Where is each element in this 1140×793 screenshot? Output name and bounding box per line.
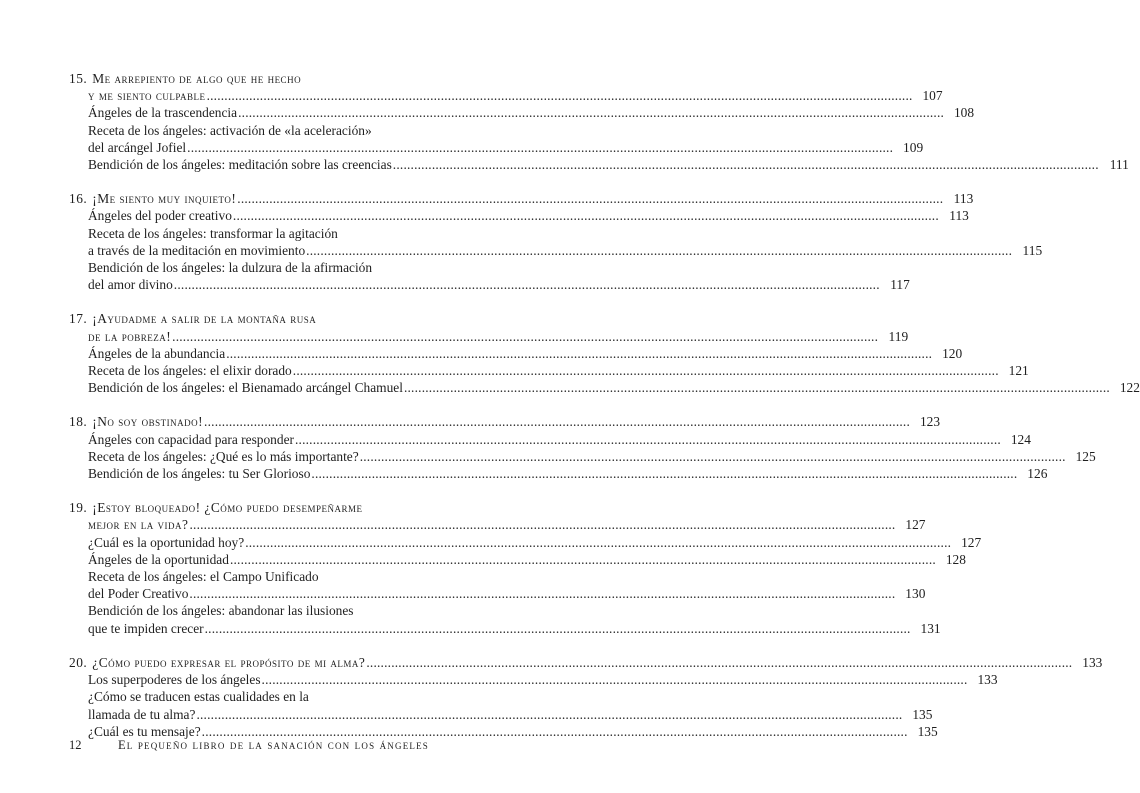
entry-text (69, 310, 316, 327)
entry-label: Receta de los ángeles: transformar la agitación (88, 225, 338, 241)
page-ref: 127 (961, 534, 982, 550)
toc-entry (69, 362, 1029, 379)
entry-label: de la pobreza! (88, 328, 172, 344)
entry-label: del arcángel Jofiel (88, 139, 187, 155)
entry-label: ¿Cuál es la oportunidad hoy? (88, 534, 245, 550)
dot-leader (233, 207, 939, 224)
chapter-number: 15. (69, 71, 88, 86)
dot-leader (262, 671, 968, 688)
page-ref: 133 (1082, 654, 1103, 670)
entry-text (88, 448, 359, 465)
page-ref: 124 (1010, 431, 1031, 447)
page-ref: 127 (905, 517, 926, 533)
dot-leader (238, 104, 944, 121)
entry-text (88, 276, 173, 293)
entry-label: ¡Ayudadme a salir de la montaña rusa (92, 311, 317, 327)
toc-entry (69, 568, 429, 585)
entry-text (88, 104, 237, 121)
entry-text (69, 654, 365, 671)
entry-label: ¿Cuál es tu mensaje? (88, 723, 201, 739)
dot-leader (311, 465, 1017, 482)
chapter-number: 16. (69, 191, 88, 207)
page-ref: 119 (888, 328, 909, 344)
chapter-number: 18. (69, 414, 88, 430)
entry-text (88, 551, 229, 568)
running-title: El pequeño libro de la sanación con los ángeles (117, 738, 429, 752)
dot-leader (196, 706, 902, 723)
entry-label: Ángeles del poder creativo (88, 208, 232, 224)
chapter-block (69, 413, 1096, 482)
entry-label: mejor en la vida? (88, 517, 189, 533)
page-ref: 107 (922, 88, 943, 104)
entry-label: Ángeles de la abundancia (88, 345, 226, 361)
entry-text (69, 70, 301, 87)
entry-text (69, 413, 203, 430)
toc-entry (69, 620, 941, 637)
toc-entry (69, 465, 1048, 482)
chapter-block (69, 499, 982, 637)
entry-label: Receta de los ángeles: activación de «la aceleración» (88, 122, 372, 138)
page-ref: 126 (1027, 466, 1048, 482)
page-ref: 120 (942, 345, 963, 361)
toc-entry (69, 534, 982, 551)
entry-text (88, 568, 319, 585)
entry-text (88, 379, 403, 396)
page-ref: 131 (920, 620, 941, 636)
entry-text (88, 207, 232, 224)
dot-leader (207, 87, 913, 104)
dot-leader (205, 620, 911, 637)
dot-leader (226, 345, 932, 362)
toc-entry (69, 585, 926, 602)
entry-text (88, 225, 338, 242)
page-ref: 135 (912, 706, 933, 722)
entry-label: ¡Estoy bloqueado! ¿Cómo puedo desempeñarme (92, 500, 363, 516)
toc-entry (69, 602, 429, 619)
entry-text (69, 499, 362, 516)
page-ref: 130 (905, 586, 926, 602)
entry-label: Bendición de los ángeles: tu Ser Glorioso (88, 466, 311, 482)
entry-text (69, 190, 236, 207)
entry-text (88, 465, 310, 482)
chapter-number: 17. (69, 311, 88, 327)
page-ref: 109 (903, 139, 924, 155)
dot-leader (174, 276, 880, 293)
toc-entry (69, 156, 1129, 173)
chapter-heading-line (69, 328, 909, 345)
page-ref: 117 (890, 277, 910, 293)
page-number: 12 (69, 738, 82, 752)
table-of-contents (69, 70, 1140, 757)
toc-entry (69, 671, 998, 688)
page-ref: 115 (1022, 242, 1043, 258)
toc-entry (69, 259, 429, 276)
entry-label: Bendición de los ángeles: el Bienamado arcángel Chamuel (88, 380, 403, 396)
page-ref: 113 (949, 208, 969, 224)
toc-entry (69, 379, 1140, 396)
entry-label: del Poder Creativo (88, 586, 189, 602)
dot-leader (204, 413, 910, 430)
chapter-heading-line (69, 516, 926, 533)
entry-label: del amor divino (88, 277, 173, 293)
dot-leader (230, 551, 936, 568)
dot-leader (245, 534, 951, 551)
entry-text (88, 620, 204, 637)
chapter-number: 19. (69, 500, 88, 516)
chapter-block (69, 654, 1103, 740)
toc-entry (69, 122, 429, 139)
entry-label: y me siento culpable (88, 88, 206, 104)
chapter-heading-line (69, 499, 429, 516)
entry-label: Bendición de los ángeles: meditación sobre las creencias (88, 157, 392, 173)
dot-leader (187, 139, 893, 156)
entry-text (88, 156, 392, 173)
toc-entry (69, 242, 1043, 259)
chapter-heading-line (69, 87, 943, 104)
entry-label: Los superpoderes de los ángeles (88, 672, 261, 688)
page-ref: 122 (1119, 380, 1140, 396)
dot-leader (189, 585, 895, 602)
entry-label: Ángeles de la trascendencia (88, 105, 238, 121)
toc-entry (69, 448, 1096, 465)
entry-label: ¿Cómo puedo expresar el propósito de mi alma? (92, 654, 366, 670)
entry-text (88, 87, 206, 104)
entry-label: que te impiden crecer (88, 620, 204, 636)
entry-label: llamada de tu alma? (88, 706, 196, 722)
entry-text (88, 345, 225, 362)
entry-text (88, 534, 244, 551)
toc-entry (69, 345, 963, 362)
entry-label: Receta de los ángeles: el elixir dorado (88, 363, 292, 379)
entry-text (88, 602, 354, 619)
dot-leader (295, 431, 1001, 448)
entry-label: ¿Cómo se traducen estas cualidades en la (88, 689, 309, 705)
page-ref: 125 (1075, 448, 1096, 464)
entry-text (88, 706, 195, 723)
entry-text (88, 688, 309, 705)
toc-entry (69, 551, 966, 568)
page-ref: 113 (953, 191, 974, 207)
toc-entry (69, 688, 429, 705)
entry-text (88, 328, 171, 345)
entry-text (88, 516, 188, 533)
entry-text (88, 431, 294, 448)
entry-label: ¡Me siento muy inquieto! (92, 191, 237, 207)
toc-entry (69, 139, 924, 156)
page-ref: 135 (917, 723, 938, 739)
dot-leader (189, 516, 895, 533)
entry-label: a través de la meditación en movimiento (88, 242, 306, 258)
dot-leader (306, 242, 1012, 259)
entry-text (88, 362, 292, 379)
dot-leader (172, 328, 878, 345)
page-ref: 123 (919, 414, 941, 430)
chapter-block (69, 70, 1129, 173)
entry-label: Me arrepiento de algo que he hecho (92, 71, 302, 86)
page-ref: 133 (977, 672, 998, 688)
dot-leader (366, 654, 1072, 671)
dot-leader (237, 190, 943, 207)
toc-entry (69, 431, 1031, 448)
dot-leader (404, 379, 1110, 396)
toc-entry (69, 276, 910, 293)
toc-entry (69, 207, 969, 224)
entry-text (88, 242, 305, 259)
toc-entry (69, 104, 975, 121)
entry-label: ¡No soy obstinado! (92, 414, 204, 430)
entry-label: Ángeles con capacidad para responder (88, 431, 294, 447)
chapter-number: 20. (69, 654, 88, 670)
page-ref: 128 (945, 551, 966, 567)
entry-text (88, 259, 372, 276)
dot-leader (293, 362, 999, 379)
entry-label: Bendición de los ángeles: abandonar las ilusiones (88, 603, 354, 619)
chapter-block (69, 310, 1140, 396)
page-ref: 108 (953, 105, 975, 121)
chapter-heading-line (69, 310, 429, 327)
entry-text (88, 122, 372, 139)
chapter-heading-line (69, 190, 974, 207)
page-ref: 121 (1008, 363, 1029, 379)
entry-text (88, 139, 186, 156)
entry-text (88, 585, 188, 602)
page-ref: 111 (1109, 157, 1129, 173)
chapter-block (69, 190, 1043, 293)
entry-text (88, 671, 261, 688)
entry-label: Bendición de los ángeles: la dulzura de la afirmación (88, 260, 373, 276)
toc-entry (69, 225, 429, 242)
dot-leader (393, 156, 1099, 173)
toc-entry (69, 706, 933, 723)
entry-label: Receta de los ángeles: el Campo Unificado (88, 569, 319, 585)
chapter-heading-line (69, 413, 941, 430)
entry-label: Receta de los ángeles: ¿Qué es lo más importante? (88, 448, 359, 464)
chapter-heading-line (69, 654, 1103, 671)
dot-leader (360, 448, 1066, 465)
entry-label: Ángeles de la oportunidad (88, 551, 229, 567)
page-footer (69, 738, 429, 753)
chapter-heading-line (69, 70, 429, 87)
